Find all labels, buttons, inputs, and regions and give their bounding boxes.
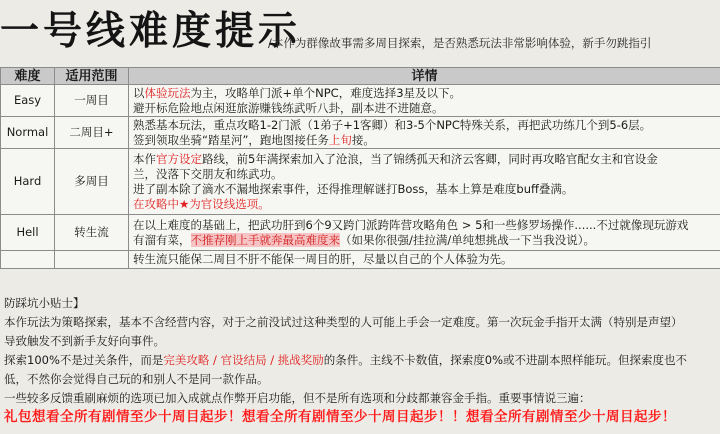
difficulty-scope: 多周目 <box>55 149 129 215</box>
difficulty-scope: 转生流 <box>55 215 129 251</box>
difficulty-level: Normal <box>1 117 55 149</box>
difficulty-scope: 一周目 <box>55 85 129 117</box>
tips-line: 探索100%不是过关条件，而是完美攻略 / 官设结局 / 挑战奖励的条件。主线不卡数值，探索度0%或不进副本照样能玩。但探索度也不 <box>4 353 688 367</box>
difficulty-detail <box>129 117 720 149</box>
detail-line: 有溜有菜，不推荐刚上手就奔最高难度来（如果你很强/挂拉满/单纯想挑战一下当我没说）。 <box>133 232 595 247</box>
tips-warning-line: 礼包想看全所有剧情至少十周目起步！想看全所有剧情至少十周目起步！！想看全所有剧情至少十周目起步！ <box>4 409 676 425</box>
detail-line: 本作官方设定路线，前5年满探索加入了沧浪，当了锦绣孤天和济云客卿，同时再攻略官配女主和官设金 <box>133 151 658 166</box>
tips-heading: 防踩坑小贴士】 <box>4 296 85 310</box>
table-row-easy <box>1 85 720 117</box>
table-row-hell <box>1 215 720 251</box>
difficulty-detail <box>129 85 720 117</box>
difficulty-detail <box>129 215 720 251</box>
detail-line: 转生流只能保二周目不肝不能保一周目的肝，尽量以自己的个人体验为先。 <box>133 252 513 266</box>
page-subtitle: /本作为群像故事需多周目探索，是否熟悉玩法非常影响体验，新手勿跳指引 <box>268 36 652 50</box>
highlight-text: 上旬 <box>328 132 352 147</box>
table-header-row <box>1 68 720 85</box>
page-title: 一号线难度提示 <box>0 8 302 54</box>
detail-line: 避开标危险地点闲逛旅游赚钱练武听八卦，副本进不进随意。 <box>133 100 444 115</box>
detail-line: 以体验玩法为主，攻略单门派+单个NPC，难度选择3星及以下。 <box>133 85 462 100</box>
difficulty-level: Easy <box>1 85 55 117</box>
highlight-text: 完美攻略 / 官设结局 / 挑战奖励 <box>163 353 324 367</box>
warning-highlight: 不推荐刚上手就奔最高难度来 <box>190 232 340 247</box>
header-scope: 适用范围 <box>55 68 129 85</box>
difficulty-level <box>1 251 55 269</box>
difficulty-detail <box>129 149 720 215</box>
table-row-hard <box>1 149 720 215</box>
detail-line: 熟悉基本玩法，重点攻略1-2门派（1弟子+1客卿）和3-5个NPC特殊关系，再把武功练几个到5-6层。 <box>133 117 652 132</box>
header-difficulty: 难度 <box>1 68 55 85</box>
tips-line: 一些较多反馈重刷麻烦的选项已加入成就点作弊开启功能，但不是所有选项和分歧都兼容金手指。重要事情说三遍： <box>4 391 591 405</box>
table-row-note <box>1 251 720 269</box>
difficulty-table <box>0 67 720 269</box>
tips-line: 导致触发不到新手友好向事件。 <box>4 334 165 348</box>
detail-line: 进了副本除了滴水不漏地探索事件，还得推理解谜打Boss，基本上算是难度buff叠满。 <box>133 181 574 196</box>
detail-line: 在攻略中★为官设线选项。 <box>133 196 270 211</box>
table-row-normal <box>1 117 720 149</box>
tips-section <box>4 294 720 427</box>
tips-line: 本作玩法为策略探索，基本不含经营内容，对于之前没试过这种类型的人可能上手会一定难度。第一次玩金手指开太满（特别是声望） <box>4 315 683 329</box>
difficulty-detail <box>129 251 720 269</box>
difficulty-scope: 二周目+ <box>55 117 129 149</box>
difficulty-scope <box>55 251 129 269</box>
difficulty-level: Hard <box>1 149 55 215</box>
highlight-text: 体验玩法 <box>144 85 191 100</box>
detail-line: 签到领取坐骑“踏星河”，跑地图接任务上旬接。 <box>133 132 375 147</box>
highlight-text: 官方设定 <box>156 151 202 166</box>
difficulty-level: Hell <box>1 215 55 251</box>
detail-line: 兰，没落下交朋友和练武功。 <box>133 166 283 181</box>
detail-line: 在以上难度的基础上，把武功肝到6个9又跨门派跨阵营攻略角色 > 5和一些修罗场操作......不过就像现玩游戏 <box>133 217 689 232</box>
header-details: 详情 <box>129 68 720 85</box>
tips-line: 低，不然你会觉得自己玩的和别人不是同一款作品。 <box>4 372 269 386</box>
